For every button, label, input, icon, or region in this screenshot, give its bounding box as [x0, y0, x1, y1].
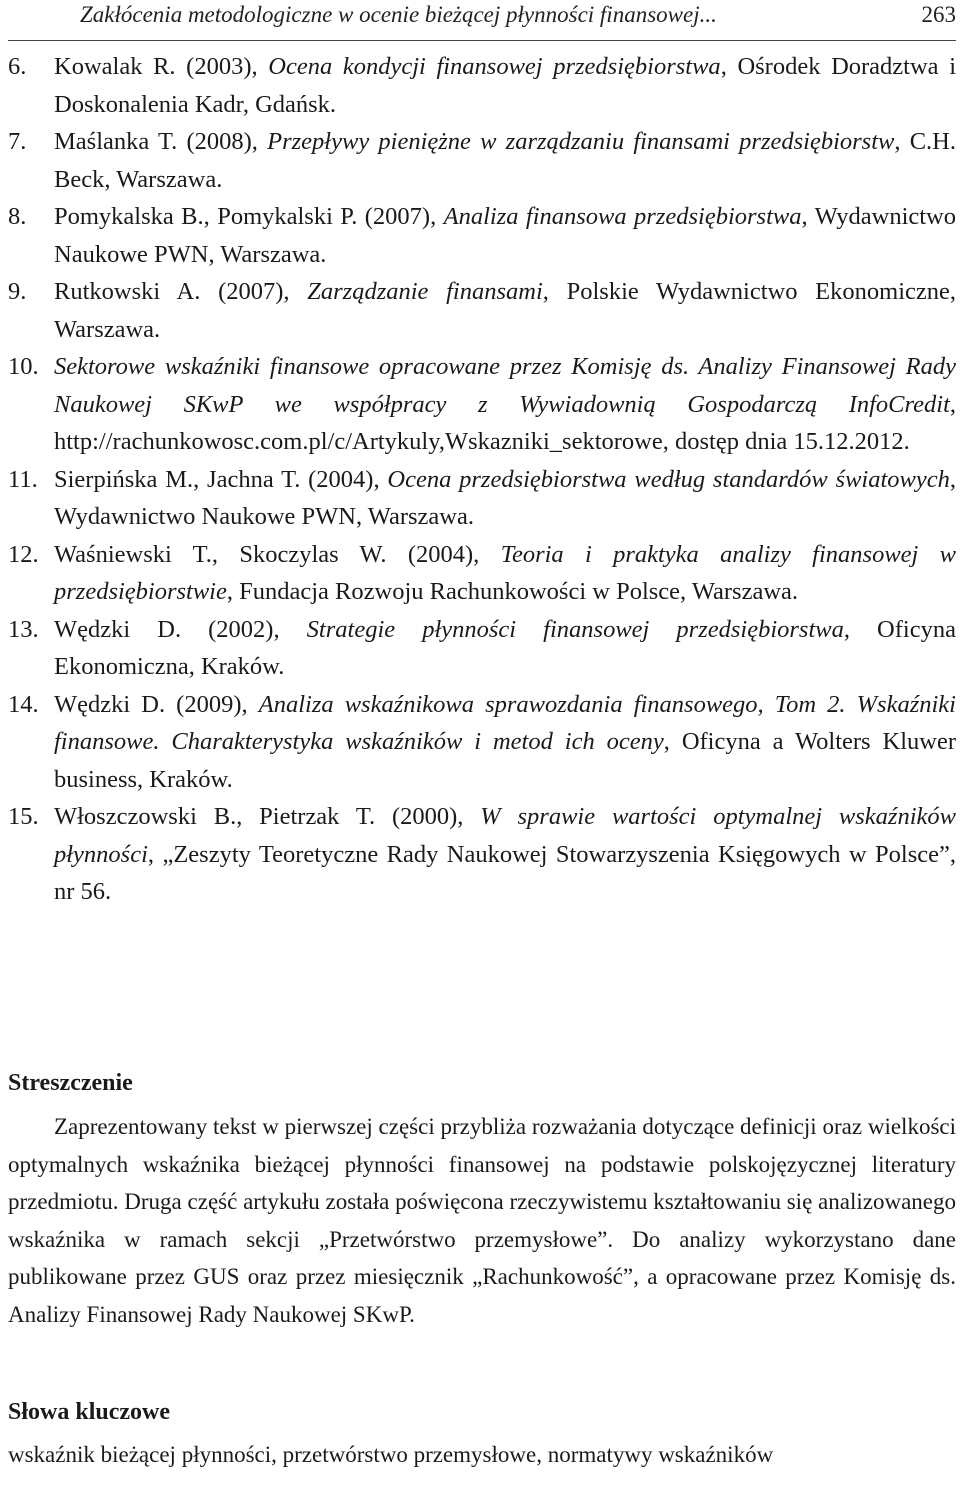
reference-number: 13.: [8, 615, 39, 643]
reference-title: Analiza wskaźnikowa sprawozdania finansowego, Tom 2. Wskaźniki finansowe. Charakterystyka wskaźników i metod ich oceny: [54, 690, 956, 755]
reference-authors: Maślanka T. (2008),: [54, 128, 268, 155]
reference-item: [8, 536, 956, 611]
reference-publisher: , Ośrodek Doradztwa i Doskonalenia Kadr, Gdańsk.: [54, 53, 956, 118]
reference-authors: Rutkowski A. (2007),: [54, 278, 308, 305]
reference-title: Przepływy pieniężne w zarządzaniu finansami przedsiębiorstw: [267, 128, 895, 155]
reference-title: Strategie płynności finansowej przedsiębiorstwa: [306, 615, 844, 643]
reference-authors: Sierpińska M., Jachna T. (2004),: [54, 465, 388, 493]
reference-item: [8, 273, 956, 348]
reference-title: W sprawie wartości optymalnej wskaźników płynności: [54, 803, 956, 868]
reference-publisher: , Oficyna a Wolters Kluwer business, Kraków.: [54, 728, 956, 793]
reference-number: 6.: [8, 53, 27, 80]
reference-title: Analiza finansowa przedsiębiorstwa: [443, 203, 802, 230]
reference-item: [8, 348, 956, 461]
page-number: 263: [921, 2, 956, 27]
reference-title: Teoria i praktyka analizy finansowej w przedsiębiorstwie: [54, 540, 956, 605]
reference-number: 12.: [8, 540, 39, 568]
reference-publisher: , Polskie Wydawnictwo Ekonomiczne, Warszawa.: [54, 278, 956, 343]
reference-title: Ocena kondycji finansowej przedsiębiorstwa: [268, 53, 721, 80]
reference-publisher: , Fundacja Rozwoju Rachunkowości w Polsce, Warszawa.: [226, 578, 799, 605]
reference-number: 15.: [8, 803, 39, 830]
reference-item: [8, 123, 956, 198]
reference-publisher: , „Zeszyty Teoretyczne Rady Naukowej Stowarzyszenia Księgowych w Polsce”, nr 56.: [54, 840, 956, 905]
reference-item: [8, 798, 956, 911]
reference-authors: Włoszczowski B., Pietrzak T. (2000),: [54, 803, 481, 830]
reference-publisher: , http://rachunkowosc.com.pl/c/Artykuly,Wskazniki_sektorowe, dostęp dnia 15.12.2012.: [54, 390, 956, 455]
reference-number: 10.: [8, 353, 39, 380]
reference-number: 8.: [8, 203, 27, 230]
reference-item: [8, 198, 956, 273]
reference-publisher: , Wydawnictwo Naukowe PWN, Warszawa.: [54, 465, 956, 530]
reference-list: [8, 48, 956, 911]
keywords-text: wskaźnik bieżącej płynności, przetwórstwo przemysłowe, normatywy wskaźników: [8, 1442, 774, 1467]
reference-title: Sektorowe wskaźniki finansowe opracowane przez Komisję ds. Analizy Finansowej Rady Naukowej SKwP we współpracy z Wywiadownią Gospodarczą InfoCredit: [54, 353, 956, 418]
reference-publisher: , C.H. Beck, Warszawa.: [54, 128, 956, 193]
reference-number: 7.: [8, 128, 27, 155]
reference-number: 9.: [8, 278, 27, 305]
reference-item: [8, 48, 956, 123]
reference-item: [8, 686, 956, 799]
reference-authors: Pomykalska B., Pomykalski P. (2007),: [54, 203, 444, 230]
reference-title: Ocena przedsiębiorstwa według standardów światowych: [387, 465, 950, 493]
reference-publisher: , Wydawnictwo Naukowe PWN, Warszawa.: [54, 203, 956, 268]
reference-item: [8, 611, 956, 686]
reference-publisher: , Oficyna Ekonomiczna, Kraków.: [54, 615, 956, 680]
reference-number: 11.: [8, 465, 38, 493]
running-header: [80, 2, 956, 28]
reference-authors: Waśniewski T., Skoczylas W. (2004),: [54, 540, 501, 568]
reference-number: 14.: [8, 690, 39, 718]
abstract-text: Zaprezentowany tekst w pierwszej części przybliża rozważania dotyczące definicji oraz wielkości optymalnych wskaźnika bieżącej płynności finansowej na podstawie polskojęzycznej literatury przedmiotu. Druga część artykułu została poświęcona rzeczywistemu kształtowaniu się analizowanego wskaźnika w ramach sekcji „Przetwórstwo przemysłowe”. Do analizy wykorzystano dane publikowane przez GUS oraz przez miesięcznik „Rachunkowość”, a opracowane przez Komisję ds. Analizy Finansowej Rady Naukowej SKwP.: [8, 1114, 956, 1327]
reference-authors: Kowalak R. (2003),: [54, 53, 269, 80]
reference-authors: Wędzki D. (2002),: [54, 615, 307, 643]
reference-item: [8, 461, 956, 536]
reference-title: Zarządzanie finansami: [307, 278, 543, 305]
keywords-heading: Słowa kluczowe: [8, 1399, 170, 1425]
abstract-heading: Streszczenie: [8, 1070, 133, 1096]
running-title: Zakłócenia metodologiczne w ocenie bieżącej płynności finansowej...: [80, 2, 717, 27]
header-rule: [8, 40, 956, 41]
reference-authors: Wędzki D. (2009),: [54, 690, 259, 718]
